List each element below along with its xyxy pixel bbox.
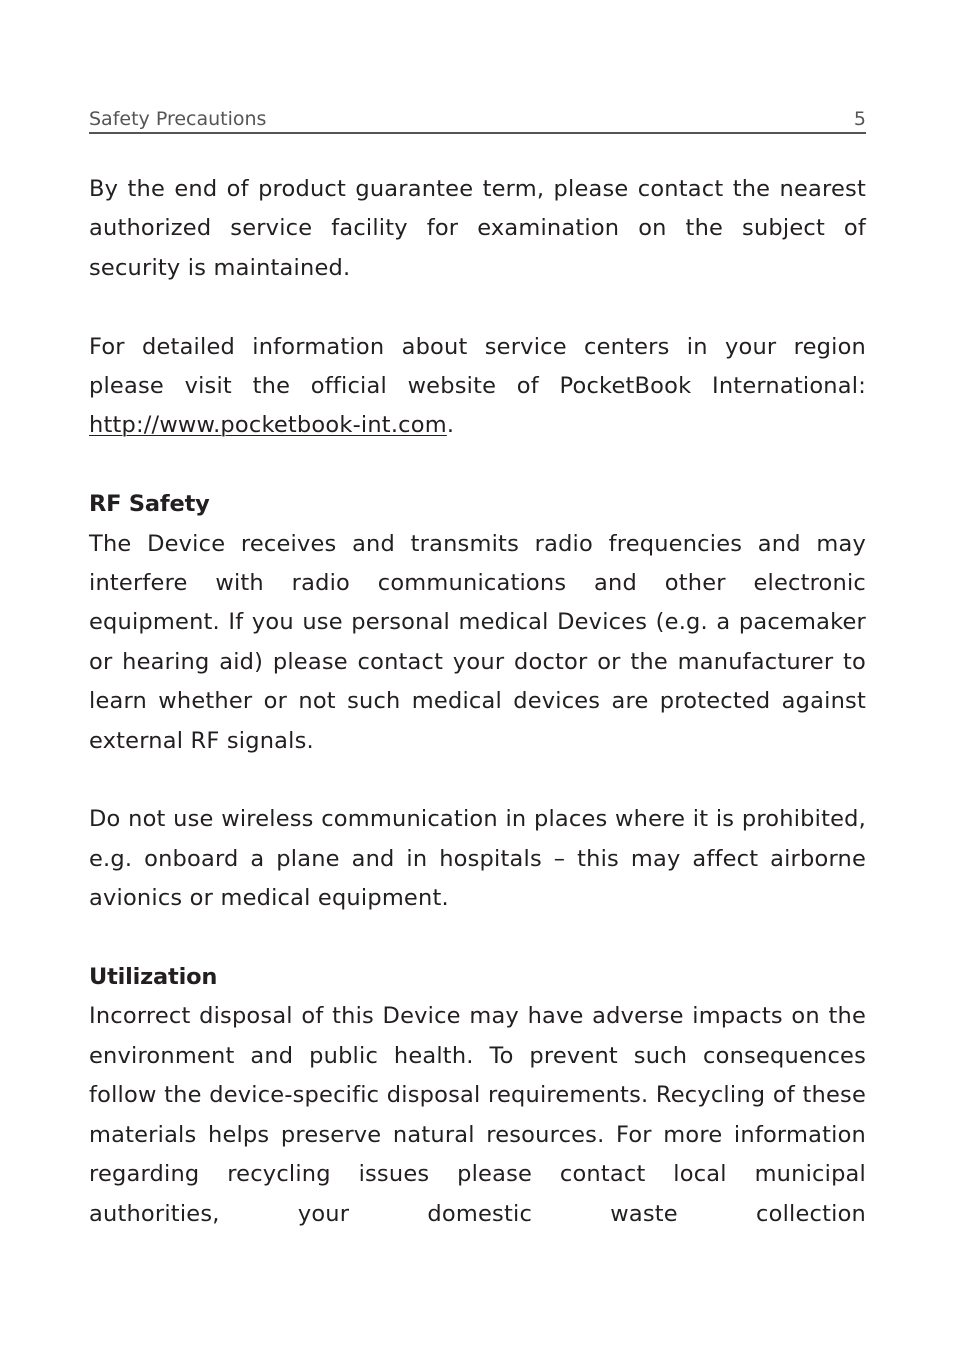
page-content (89, 170, 866, 1234)
utilization-paragraph: Incorrect disposal of this Device may have adverse impacts on the environment and public health. To prevent such consequences follow the device-specific disposal requirements. Recycling of these materials helps preserve natural resources. For more information regarding recycling issues please contact local municipal authorities, your domestic waste collection (89, 1003, 866, 1227)
section-title: Safety Precautions (89, 108, 267, 130)
wireless-paragraph: Do not use wireless communication in places where it is prohibited, e.g. onboard a plane and in hospitals – this may affect airborne avionics or medical equipment. (89, 806, 866, 912)
rf-safety-heading: RF Safety (89, 491, 210, 518)
paragraph-spacer (89, 446, 866, 485)
rf-safety-paragraph: The Device receives and transmits radio frequencies and may interfere with radio communications and other electronic equipment. If you use personal medical Devices (e.g. a pacemaker or hearing aid) please contact your doctor or the manufacturer to learn whether or not such medical devices are protected against external RF signals. (89, 530, 866, 754)
running-header (89, 104, 866, 134)
paragraph-spacer (89, 288, 866, 327)
service-centers-text: For detailed information about service centers in your region please visit the official website of PocketBook International: (89, 333, 866, 400)
page-number: 5 (853, 108, 866, 130)
link-suffix: . (446, 412, 455, 439)
utilization-heading: Utilization (89, 964, 218, 991)
guarantee-paragraph: By the end of product guarantee term, please contact the nearest authorized service facility for examination on the subject of security is maintained. (89, 176, 866, 281)
pocketbook-website-link[interactable]: http://www.pocketbook-int.com (89, 412, 447, 439)
service-centers-paragraph (89, 328, 866, 446)
paragraph-spacer (89, 919, 866, 958)
paragraph-spacer (89, 761, 866, 800)
